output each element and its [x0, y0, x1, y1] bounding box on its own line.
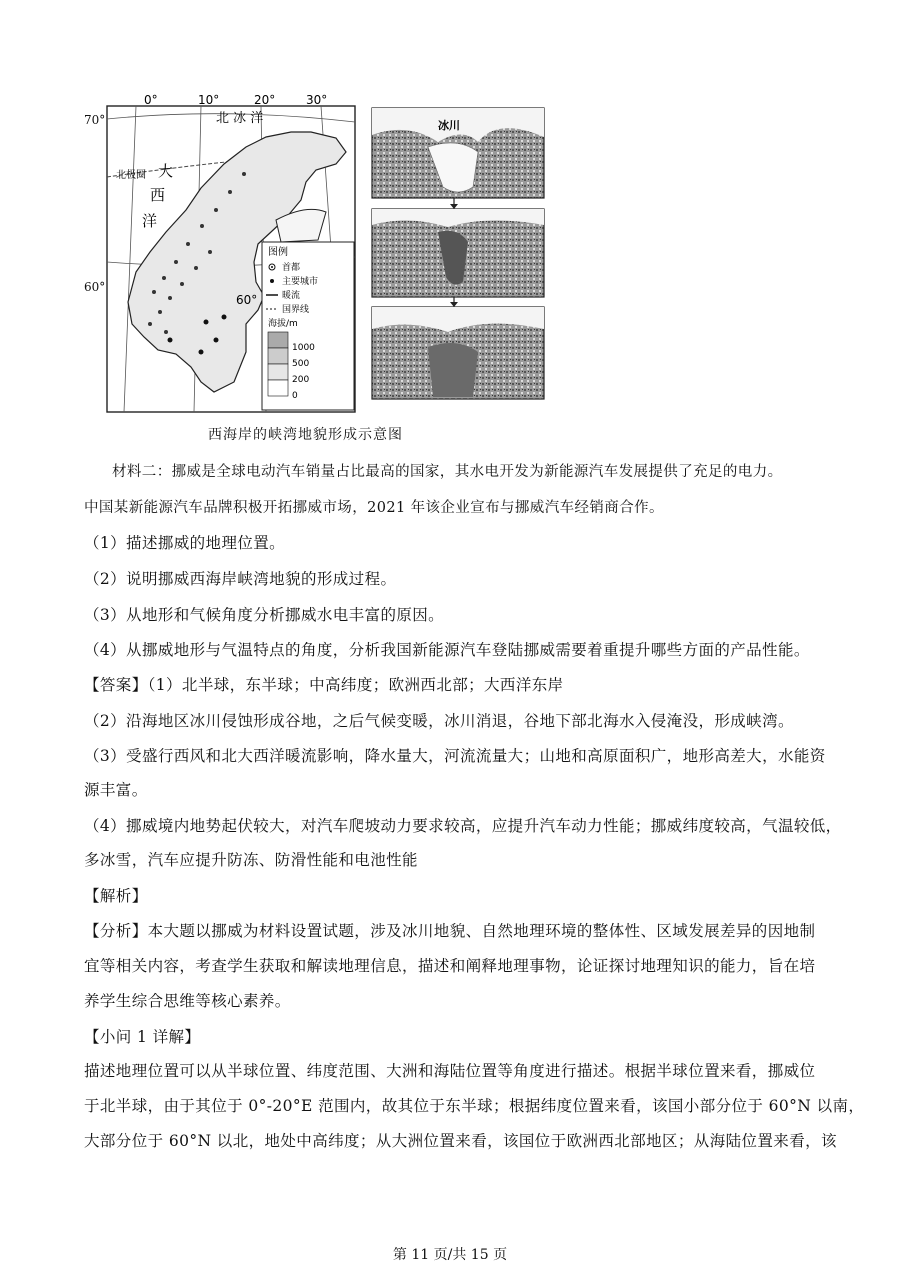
answer-1: （1）北半球，东半球；中高纬度；欧洲西北部；大西洋东岸 [147, 676, 564, 694]
answer-3-line-1: （3）受盛行西风和北大西洋暖流影响，降水量大，河流流量大；山地和高原面积广，地形高差大，水能资 [84, 747, 826, 765]
svg-text:500: 500 [292, 359, 310, 369]
ocean-west-label-1: 大 [158, 162, 174, 180]
svg-text:国界线: 国界线 [282, 305, 310, 315]
lat-label-60: 60° [84, 280, 106, 294]
lon-label-20: 20° [254, 93, 276, 107]
svg-text:0: 0 [292, 391, 298, 401]
sub-question-1-line-2: 于北半球，由于其位于 0°-20°E 范围内，故其位于东半球；根据纬度位置来看，该国小部分位于 60°N 以南， [84, 1097, 865, 1115]
svg-text:暖流: 暖流 [282, 291, 301, 301]
analysis-line-3: 养学生综合思维等核心素养。 [84, 992, 291, 1010]
norway-map [106, 92, 361, 414]
lon-label-10: 10° [198, 93, 220, 107]
sub-question-1-label: 【小问 1 详解】 [84, 1028, 201, 1046]
fjord-formation-diagram [368, 107, 548, 417]
answer-4-line-1: （4）挪威境内地势起伏较大，对汽车爬坡动力要求较高，应提升汽车动力性能；挪威纬度较高，气温较低， [84, 817, 842, 835]
svg-text:图例: 图例 [268, 247, 288, 258]
figure-caption: 西海岸的峡湾地貌形成示意图 [208, 427, 403, 443]
page-footer: 第 11 页/共 15 页 [392, 1247, 508, 1263]
ocean-west-label-3: 洋 [142, 212, 158, 230]
analysis-line-2: 宜等相关内容，考查学生获取和解读地理信息，描述和阐释地理事物，论证探讨地理知识的能力，旨在培 [84, 957, 816, 975]
question-1: （1）描述挪威的地理位置。 [84, 534, 286, 552]
analysis-line-1: 【分析】本大题以挪威为材料设置试题，涉及冰川地貌、自然地理环境的整体性、区域发展差异的因地制 [84, 922, 816, 940]
arctic-circle-label: 北极圈 [116, 170, 146, 181]
svg-text:海拔/m: 海拔/m [268, 319, 298, 329]
answer-4-line-2: 多冰雪，汽车应提升防冻、防滑性能和电池性能 [84, 851, 418, 869]
material-line-1: 材料二：挪威是全球电动汽车销量占比最高的国家，其水电开发为新能源汽车发展提供了充足的电力。 [112, 464, 783, 480]
svg-text:200: 200 [292, 375, 310, 385]
answer-2: （2）沿海地区冰川侵蚀形成谷地，之后气候变暖，冰川消退，谷地下部北海水入侵淹没，形成峡湾。 [84, 712, 794, 730]
svg-text:1000: 1000 [292, 343, 315, 353]
svg-text:首都: 首都 [282, 263, 301, 273]
map-legend [262, 242, 354, 410]
lon-label-30: 30° [306, 93, 328, 107]
lat-label-70: 70° [84, 113, 106, 127]
question-2: （2）说明挪威西海岸峡湾地貌的形成过程。 [84, 570, 397, 588]
sub-question-1-line-1: 描述地理位置可以从半球位置、纬度范围、大洲和海陆位置等角度进行描述。根据半球位置来看，挪威位 [84, 1062, 816, 1080]
ocean-north-label: 北 冰 洋 [216, 111, 264, 126]
analysis-label: 【解析】 [84, 887, 148, 905]
sub-question-1-line-3: 大部分位于 60°N 以北，地处中高纬度；从大洲位置来看，该国位于欧洲西北部地区；从海陆位置来看，该 [84, 1132, 837, 1150]
glacier-label: 冰川 [438, 119, 460, 132]
answer-3-line-2: 源丰富。 [84, 781, 148, 799]
ocean-west-label-2: 西 [150, 186, 166, 204]
lon-label-0: 0° [144, 93, 158, 107]
question-4: （4）从挪威地形与气温特点的角度，分析我国新能源汽车登陆挪威需要着重提升哪些方面的产品性能。 [84, 641, 810, 659]
material-line-2: 中国某新能源汽车品牌积极开拓挪威市场，2021 年该企业宣布与挪威汽车经销商合作。 [84, 500, 664, 516]
lat-inner-label: 60° [236, 293, 258, 307]
answer-line-1 [84, 673, 564, 695]
answer-label: 【答案】 [84, 676, 148, 694]
question-3: （3）从地形和气候角度分析挪威水电丰富的原因。 [84, 606, 445, 624]
svg-text:主要城市: 主要城市 [282, 277, 319, 287]
